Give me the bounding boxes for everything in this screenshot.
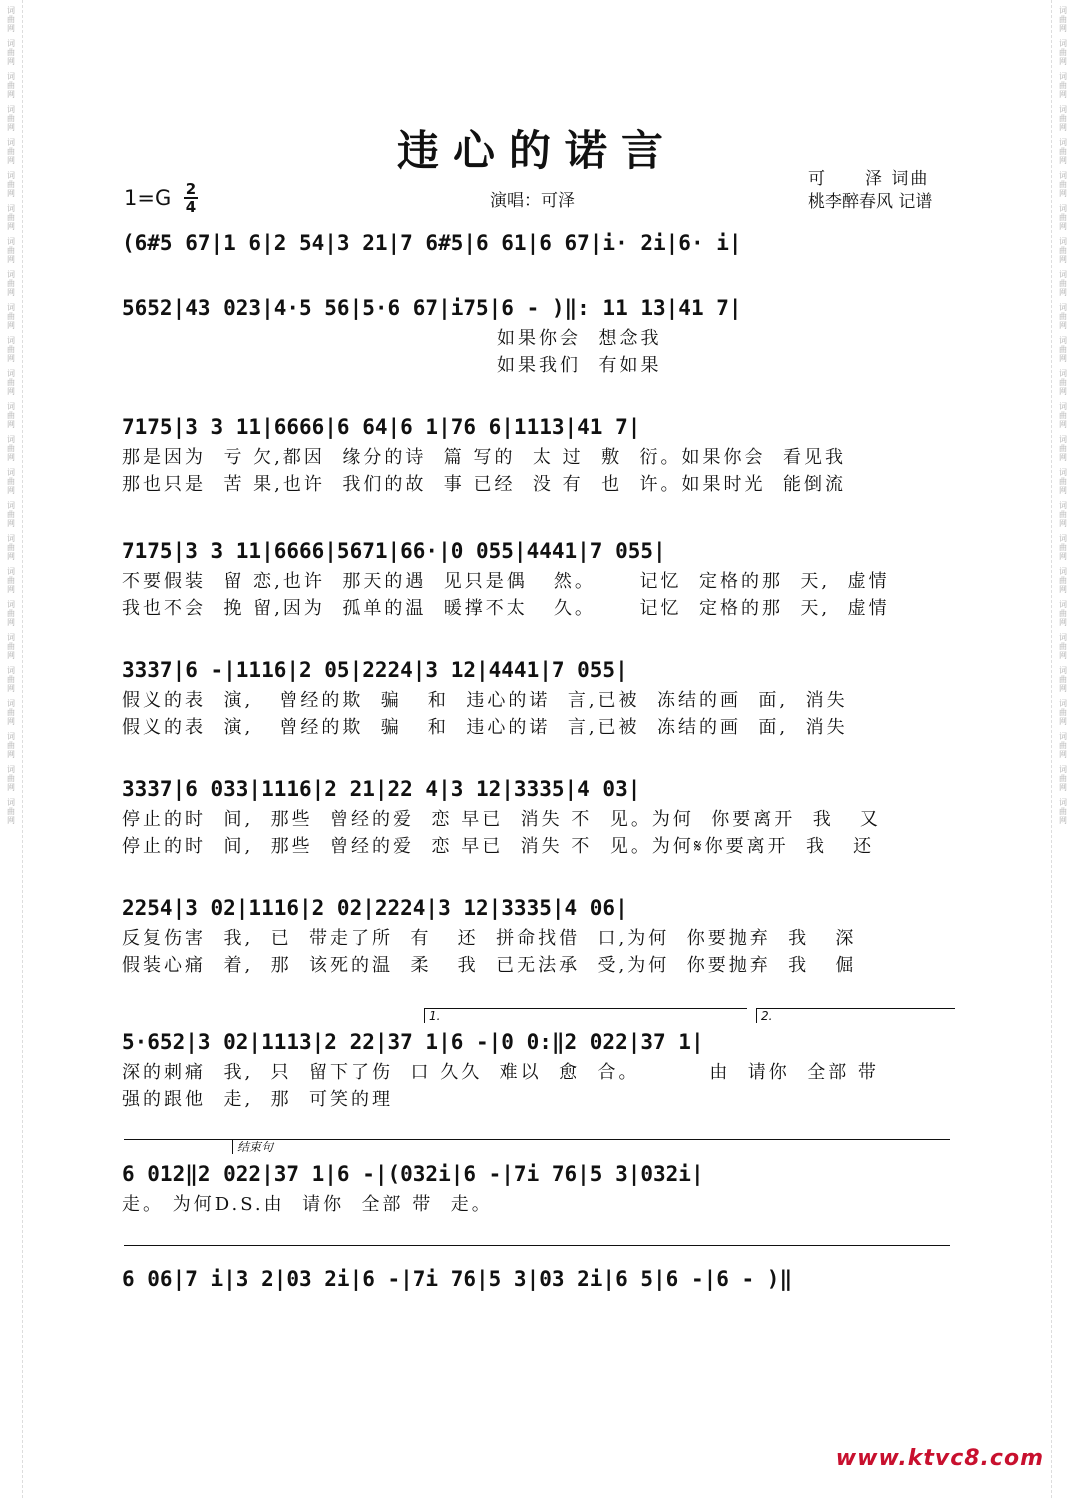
edge-watermark-text: 词曲网 (1059, 138, 1067, 165)
time-signature (184, 182, 198, 214)
site-logo: www.ktvc8.com (835, 1446, 1044, 1471)
lyric-verse-2: 如果我们 有如果 (122, 355, 662, 376)
notation-line: 5652|43 023|4·5 56|5·6 67|i75|6 - )‖: 11 13|41 7| (122, 296, 742, 320)
edge-watermark-text: 词曲网 (1059, 6, 1067, 33)
edge-watermark-text: 词曲网 (7, 237, 15, 264)
edge-watermark-text: 词曲网 (7, 204, 15, 231)
notation-line: 2254|3 02|1116|2 02|2224|3 12|3335|4 06| (122, 896, 628, 920)
notation-line: 6 012‖2 022|37 1|6 -|(032i|6 -|7i 76|5 3|032i| (122, 1162, 704, 1186)
system-1 (122, 226, 952, 260)
lyric-verse-2: 停止的时 间, 那些 曾经的爱 恋 早已 消失 不 见。为何𝄋你要离开 我 还 (122, 836, 875, 857)
edge-watermark-text: 词曲网 (1059, 600, 1067, 627)
edge-watermark-text: 词曲网 (1059, 336, 1067, 363)
edge-watermark-text: 词曲网 (7, 765, 15, 792)
coda-label: 结束句 (232, 1140, 357, 1154)
lyric-verse-1: 如果你会 想念我 (122, 328, 662, 349)
edge-watermark-text: 词曲网 (1059, 501, 1067, 528)
system-8 (122, 1025, 952, 1113)
time-top: 2 (185, 180, 197, 198)
lyric-verse-1: 假义的表 演, 曾经的欺 骗 和 违心的诺 言,已被 冻结的画 面, 消失 (122, 690, 848, 711)
lyric-verse-1: 停止的时 间, 那些 曾经的爱 恋 早已 消失 不 见。为何 你要离开 我 又 (122, 809, 881, 830)
system-5 (122, 653, 952, 741)
edge-watermark-text: 词曲网 (7, 633, 15, 660)
edge-watermark-text: 词曲网 (7, 600, 15, 627)
edge-watermark-text: 词曲网 (7, 501, 15, 528)
system-3 (122, 410, 952, 498)
edge-watermark-text: 词曲网 (1059, 39, 1067, 66)
edge-watermark-text: 词曲网 (1059, 567, 1067, 594)
edge-watermark-text: 词曲网 (1059, 765, 1067, 792)
transcriber-credit: 桃李醉春风 记谱 (808, 192, 933, 212)
edge-watermark-text: 词曲网 (1059, 534, 1067, 561)
edge-watermark-text: 词曲网 (1059, 798, 1067, 825)
edge-watermark-text: 词曲网 (1059, 105, 1067, 132)
edge-watermark-text: 词曲网 (1059, 699, 1067, 726)
notation-line: 6 06|7 i|3 2|03 2i|6 -|7i 76|5 3|03 2i|6 5|6 -|6 - )‖ (122, 1267, 793, 1291)
system-6 (122, 772, 952, 860)
edge-watermark-text: 词曲网 (7, 567, 15, 594)
edge-watermark-text: 词曲网 (7, 270, 15, 297)
edge-watermark-text: 词曲网 (1059, 237, 1067, 264)
time-bottom: 4 (185, 198, 197, 216)
edge-watermark-text: 词曲网 (1059, 633, 1067, 660)
notation-line: 3337|6 -|1116|2 05|2224|3 12|4441|7 055| (122, 658, 628, 682)
notation-line: 7175|3 3 11|6666|6 64|6 1|76 6|1113|41 7| (122, 415, 641, 439)
edge-watermark-text: 词曲网 (7, 105, 15, 132)
song-title: 违心的诺言 (396, 126, 677, 175)
singer-credit: 演唱：可泽 (490, 191, 575, 211)
system-7 (122, 891, 952, 979)
lyric-verse-1: 走。 为何D.S.由 请你 全部 带 走。 (122, 1194, 493, 1215)
edge-watermark-text: 词曲网 (7, 6, 15, 33)
edge-watermark-text: 词曲网 (1059, 435, 1067, 462)
system-10 (122, 1262, 952, 1296)
edge-watermark-text: 词曲网 (7, 303, 15, 330)
edge-watermark-text: 词曲网 (1059, 732, 1067, 759)
notation-line: 3337|6 033|1116|2 21|22 4|3 12|3335|4 03| (122, 777, 641, 801)
edge-watermark-text: 词曲网 (7, 72, 15, 99)
edge-watermark-text: 词曲网 (7, 138, 15, 165)
edge-watermark-text: 词曲网 (7, 468, 15, 495)
edge-watermark-text: 词曲网 (1059, 270, 1067, 297)
edge-watermark-text: 词曲网 (1059, 402, 1067, 429)
system-9 (122, 1157, 952, 1218)
edge-watermark-text: 词曲网 (7, 732, 15, 759)
edge-watermark-text: 词曲网 (7, 336, 15, 363)
edge-watermark-text: 词曲网 (1059, 468, 1067, 495)
edge-watermark-text: 词曲网 (1059, 72, 1067, 99)
edge-watermark-text: 词曲网 (7, 699, 15, 726)
edge-watermark-text: 词曲网 (7, 534, 15, 561)
system-2 (122, 291, 952, 379)
notation-line: (6#5 67|1 6|2 54|3 21|7 6#5|6 61|6 67|i· 2i|6· i| (122, 231, 742, 255)
key-signature: 1=G (124, 186, 172, 210)
edge-watermark-text: 词曲网 (7, 666, 15, 693)
system-4 (122, 534, 952, 622)
final-rule (124, 1245, 950, 1246)
first-ending-bracket: 1. (424, 1008, 747, 1023)
lyric-verse-2: 强的跟他 走, 那 可笑的理 (122, 1089, 394, 1110)
notation-line: 5·652|3 02|1113|2 22|37 1|6 -|0 0:‖2 022|37 1| (122, 1030, 704, 1054)
lyric-verse-1: 深的刺痛 我, 只 留下了伤 口 久久 难以 愈 合。 由 请你 全部 带 (122, 1062, 879, 1083)
edge-watermark-text: 词曲网 (7, 171, 15, 198)
second-ending-bracket: 2. (756, 1008, 955, 1023)
edge-watermark-text: 词曲网 (1059, 171, 1067, 198)
lyric-verse-2: 那也只是 苦 果,也许 我们的故 事 已经 没 有 也 许。如果时光 能倒流 (122, 474, 846, 495)
edge-watermark-text: 词曲网 (7, 435, 15, 462)
edge-watermark-text: 词曲网 (7, 39, 15, 66)
left-watermark-strip (0, 0, 23, 1498)
edge-watermark-text: 词曲网 (1059, 369, 1067, 396)
edge-watermark-text: 词曲网 (1059, 204, 1067, 231)
edge-watermark-text: 词曲网 (1059, 303, 1067, 330)
notation-line: 7175|3 3 11|6666|5671|66·|0 055|4441|7 055| (122, 539, 666, 563)
lyric-verse-2: 假装心痛 着, 那 该死的温 柔 我 已无法承 受,为何 你要抛弃 我 倔 (122, 955, 857, 976)
lyric-verse-2: 我也不会 挽 留,因为 孤单的温 暖撑不太 久。 记忆 定格的那 天, 虚情 (122, 598, 890, 619)
edge-watermark-text: 词曲网 (1059, 666, 1067, 693)
right-watermark-strip (1051, 0, 1074, 1498)
lyric-verse-1: 反复伤害 我, 已 带走了所 有 还 拼命找借 口,为何 你要抛弃 我 深 (122, 928, 857, 949)
lyric-verse-2: 假义的表 演, 曾经的欺 骗 和 违心的诺 言,已被 冻结的画 面, 消失 (122, 717, 848, 738)
edge-watermark-text: 词曲网 (7, 369, 15, 396)
edge-watermark-text: 词曲网 (7, 402, 15, 429)
lyric-verse-1: 不要假装 留 恋,也许 那天的遇 见只是偶 然。 记忆 定格的那 天, 虚情 (122, 571, 890, 592)
edge-watermark-text: 词曲网 (7, 798, 15, 825)
composer-credit: 可 泽 词曲 (808, 169, 930, 189)
lyric-verse-1: 那是因为 亏 欠,都因 缘分的诗 篇 写的 太 过 敷 衍。如果你会 看见我 (122, 447, 846, 468)
